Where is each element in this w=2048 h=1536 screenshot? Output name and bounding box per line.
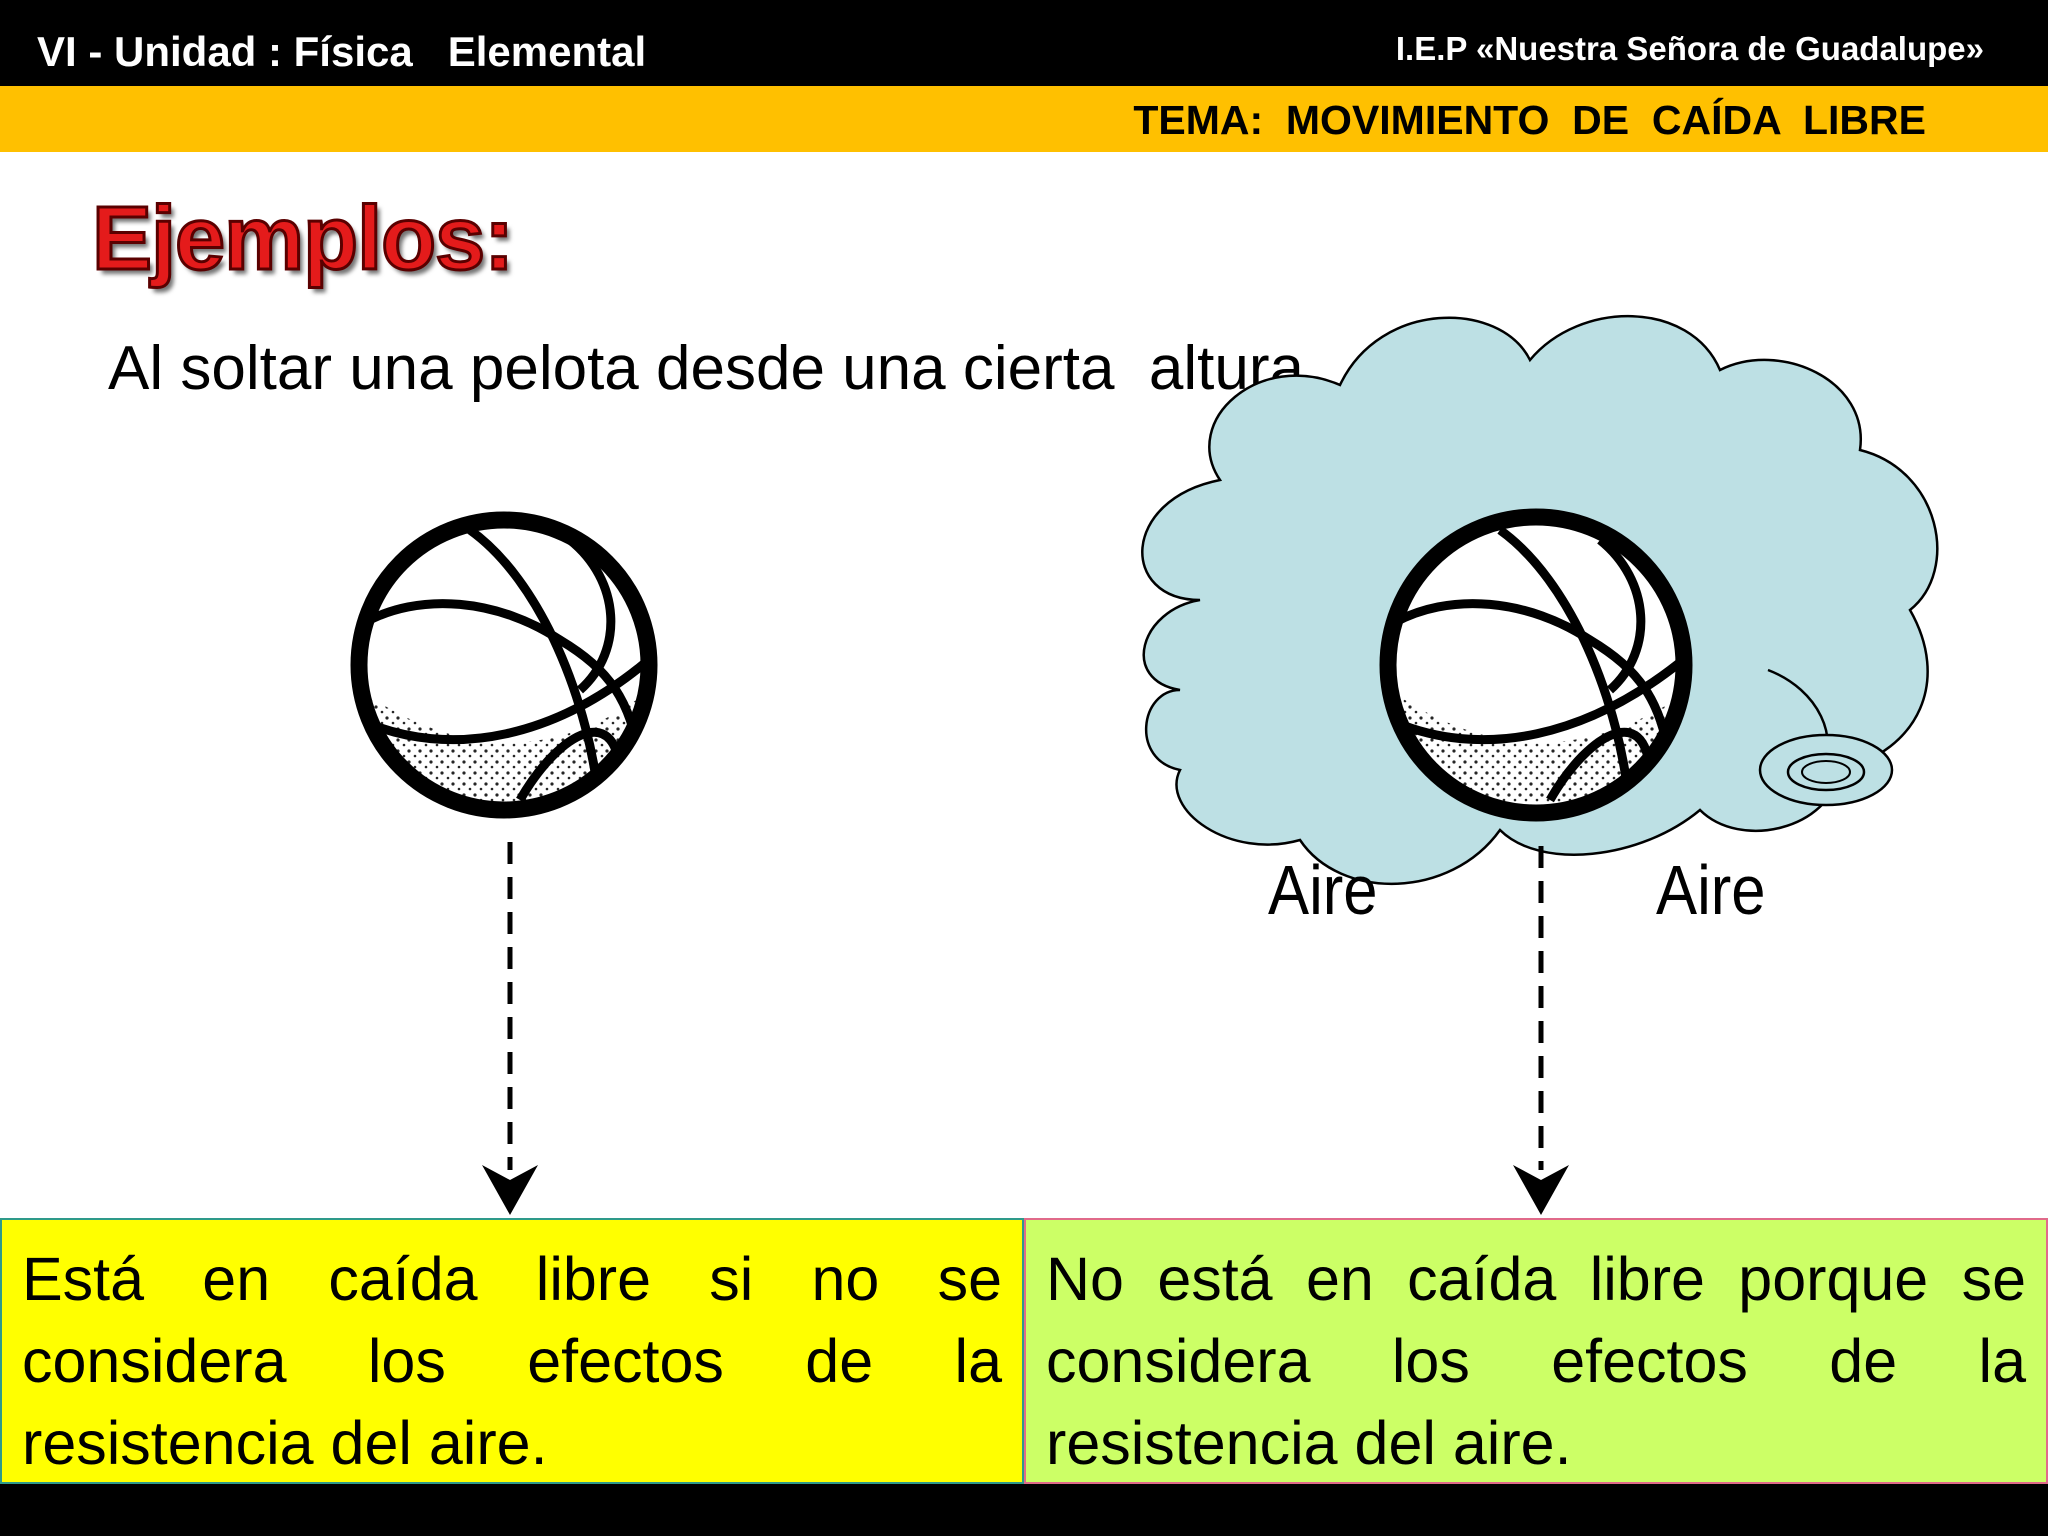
topic-title: TEMA: MOVIMIENTO DE CAÍDA LIBRE [1133,97,1926,143]
air-label-right: Aire [1656,851,1766,929]
free-fall-box: Está en caída libre si no se considera los efectos de la resistencia del aire. [0,1218,1024,1484]
bottom-bar [0,1484,2048,1536]
basketball-icon [359,520,660,820]
examples-heading: Ejemplos: [92,189,514,289]
school-name: I.E.P «Nuestra Señora de Guadalupe» [1395,30,1984,67]
air-label-left: Aire [1268,851,1378,929]
down-arrow-icon [1513,846,1569,1215]
example-description: Al soltar una pelota desde una cierta altura. [108,334,1322,403]
down-arrow-icon [482,842,538,1215]
unit-title: VI - Unidad : Física Elemental [37,28,647,75]
not-free-fall-box: No está en caída libre porque se considera los efectos de la resistencia del aire. [1024,1218,2048,1484]
